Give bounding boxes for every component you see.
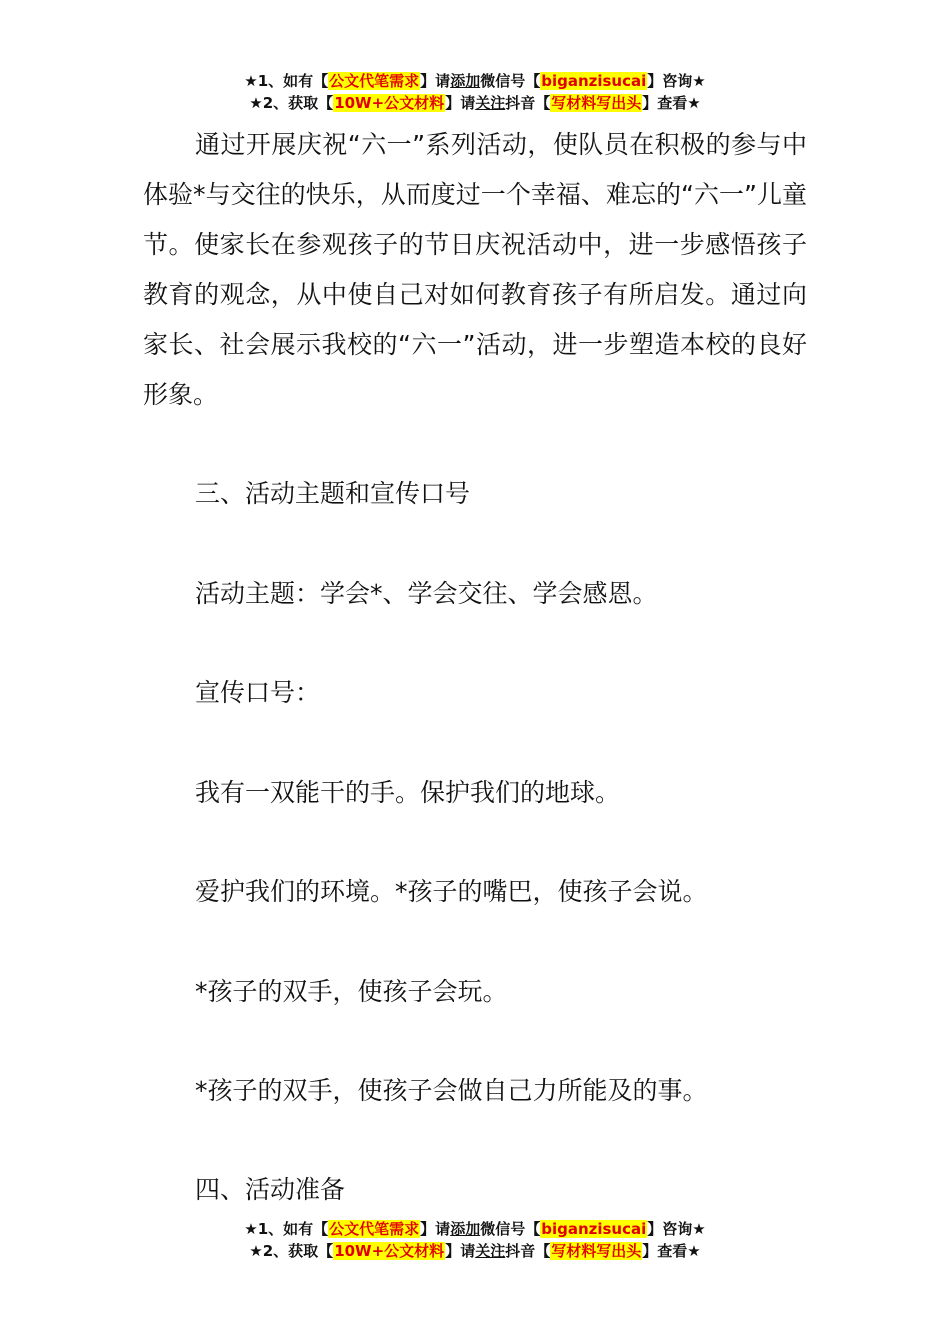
banner-text: 】查看★ <box>642 1242 701 1260</box>
activity-theme: 活动主题：学会*、学会交往、学会感恩。 <box>195 579 658 608</box>
underlined-text: 关注 <box>475 94 506 112</box>
slogan-line-2: 爱护我们的环境。*孩子的嘴巴，使孩子会说。 <box>195 877 708 906</box>
banner-text: ★2、获取【 <box>249 1242 334 1260</box>
banner-text: 】咨询★ <box>647 72 706 90</box>
banner-text: ★1、如有【 <box>244 72 329 90</box>
banner-text: 】查看★ <box>642 94 701 112</box>
footer-banner-line-1 <box>0 1218 950 1240</box>
header-banner <box>0 70 950 114</box>
highlight-service: 公文代笔需求 <box>329 1220 420 1238</box>
header-banner-line-2 <box>0 92 950 114</box>
banner-text: 抖音【 <box>505 1242 551 1260</box>
highlight-wechat-id: biganzisucai <box>541 1220 647 1238</box>
slogan-line-3: *孩子的双手，使孩子会玩。 <box>195 977 508 1006</box>
banner-text: 】请 <box>420 1220 451 1238</box>
highlight-materials: 10W+公文材料 <box>334 94 445 112</box>
section-heading-3: 三、活动主题和宣传口号 <box>195 479 471 508</box>
banner-text: 】请 <box>420 72 451 90</box>
header-banner-line-1 <box>0 70 950 92</box>
section-heading-4: 四、活动准备 <box>195 1175 346 1204</box>
footer-banner-line-2 <box>0 1240 950 1262</box>
slogan-line-4: *孩子的双手，使孩子会做自己力所能及的事。 <box>195 1076 708 1105</box>
slogan-line-1: 我有一双能干的手。保护我们的地球。 <box>195 778 621 807</box>
slogan-label: 宣传口号： <box>195 678 321 707</box>
underlined-text: 关注 <box>475 1242 506 1260</box>
footer-banner <box>0 1218 950 1262</box>
banner-text: ★2、获取【 <box>249 94 334 112</box>
highlight-wechat-id: biganzisucai <box>541 72 647 90</box>
highlight-service: 公文代笔需求 <box>329 72 420 90</box>
highlight-materials: 10W+公文材料 <box>334 1242 445 1260</box>
banner-text: 微信号【 <box>480 72 541 90</box>
banner-text: 】请 <box>445 94 476 112</box>
banner-text: ★1、如有【 <box>244 1220 329 1238</box>
underlined-text: 添加 <box>450 72 481 90</box>
banner-text: 】咨询★ <box>647 1220 706 1238</box>
underlined-text: 添加 <box>450 1220 481 1238</box>
highlight-douyin-account: 写材料写出头 <box>551 1242 642 1260</box>
highlight-douyin-account: 写材料写出头 <box>551 94 642 112</box>
banner-text: 微信号【 <box>480 1220 541 1238</box>
body-paragraph-purpose: 通过开展庆祝“六一”系列活动，使队员在积极的参与中体验*与交往的快乐，从而度过一个幸福、难忘的“六一”儿童节。使家长在参观孩子的节日庆祝活动中，进一步感悟孩子教育的观念，从中使自己对如何教育孩子有所启发。通过向家长、社会展示我校的“六一”活动，进一步塑造本校的良好形象。 <box>143 130 807 409</box>
banner-text: 抖音【 <box>505 94 551 112</box>
banner-text: 】请 <box>445 1242 476 1260</box>
